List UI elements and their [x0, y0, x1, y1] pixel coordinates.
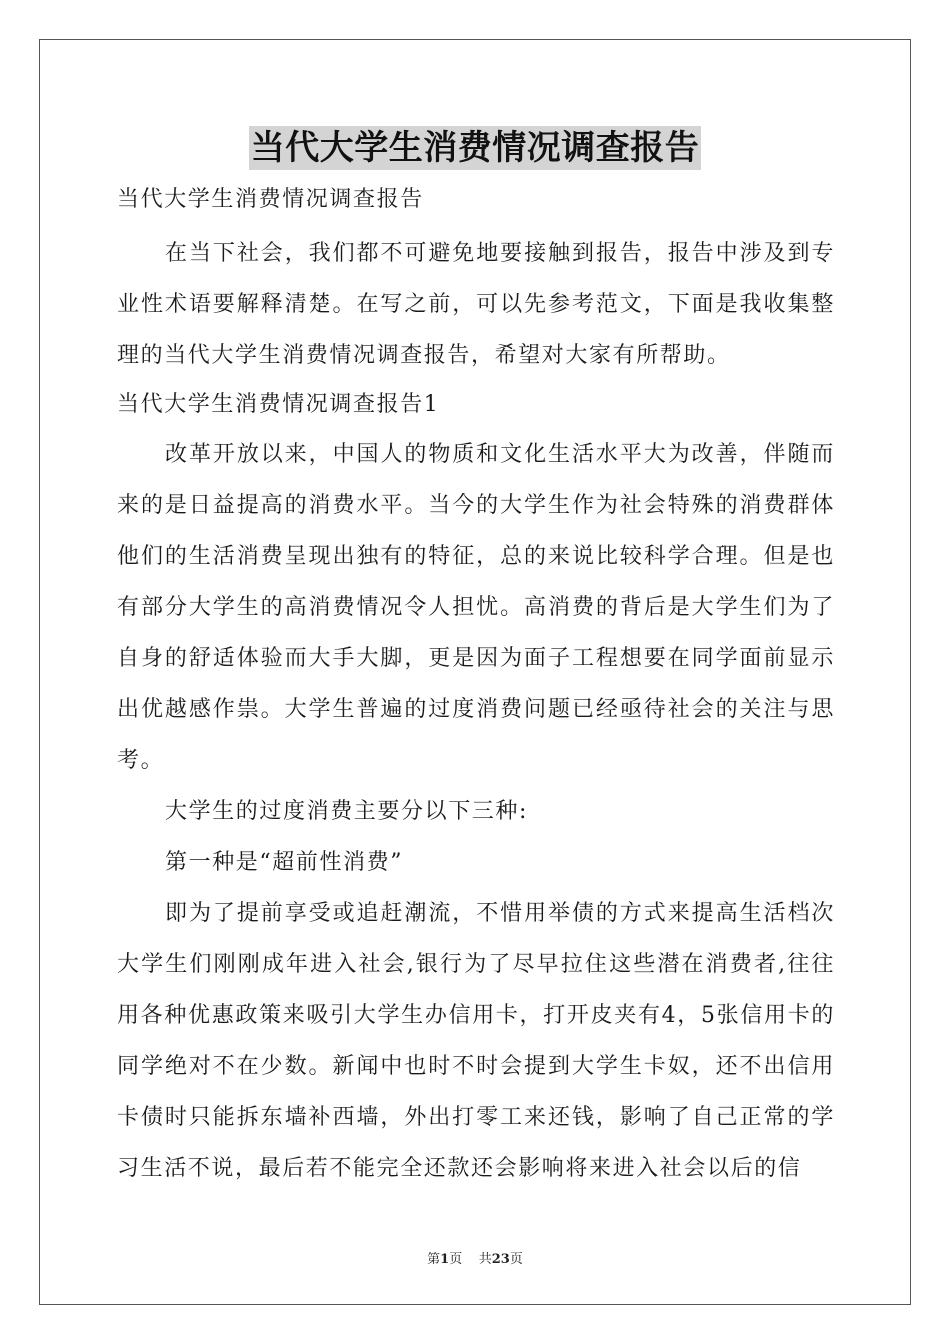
body-paragraph-2: 大学生的过度消费主要分以下三种:: [165, 799, 529, 824]
document-body: [117, 178, 835, 1194]
document-title: 当代大学生消费情况调查报告: [250, 128, 700, 168]
subtitle-line: 当代大学生消费情况调查报告: [117, 187, 424, 212]
title-container: [0, 126, 950, 170]
body-paragraph-1: 改革开放以来，中国人的物质和文化生活水平大为改善，伴随而来的是日益提高的消费水平。当今的大学生作为社会特殊的消费群体他们的生活消费呈现出独有的特征，总的来说比较科学合理。但是也有部分大学生的高消费情况令人担忧。高消费的背后是大学生们为了自身的舒适体验而大手大脚，更是因为面子工程想要在同学面前显示出优越感作祟。大学生普遍的过度消费问题已经亟待社会的关注与思考。: [117, 442, 835, 773]
body-paragraph-4: 即为了提前享受或追赶潮流，不惜用举债的方式来提高生活档次大学生们刚刚成年进入社会,银行为了尽早拉住这些潜在消费者,往往用各种优惠政策来吸引大学生办信用卡，打开皮夹有4，5张信用卡的同学绝对不在少数。新闻中也时不时会提到大学生卡奴，还不出信用卡债时只能拆东墙补西墙，外出打零工来还钱，影响了自己正常的学习生活不说，最后若不能完全还款还会影响将来进入社会以后的信: [117, 901, 835, 1181]
intro-paragraph: 在当下社会，我们都不可避免地要接触到报告，报告中涉及到专业性术语要解释清楚。在写之前，可以先参考范文，下面是我收集整理的当代大学生消费情况调查报告，希望对大家有所帮助。: [117, 241, 835, 368]
page-prefix: 第: [427, 1252, 441, 1267]
page-number: 1: [440, 1252, 450, 1267]
total-suffix: 页: [509, 1252, 523, 1267]
page-footer: [0, 1248, 950, 1267]
section-heading: 当代大学生消费情况调查报告1: [117, 392, 440, 417]
total-prefix: 共: [478, 1252, 492, 1267]
body-paragraph-3: 第一种是“超前性消费”: [165, 850, 404, 875]
page-suffix: 页: [449, 1252, 463, 1267]
total-pages: 23: [491, 1252, 510, 1267]
